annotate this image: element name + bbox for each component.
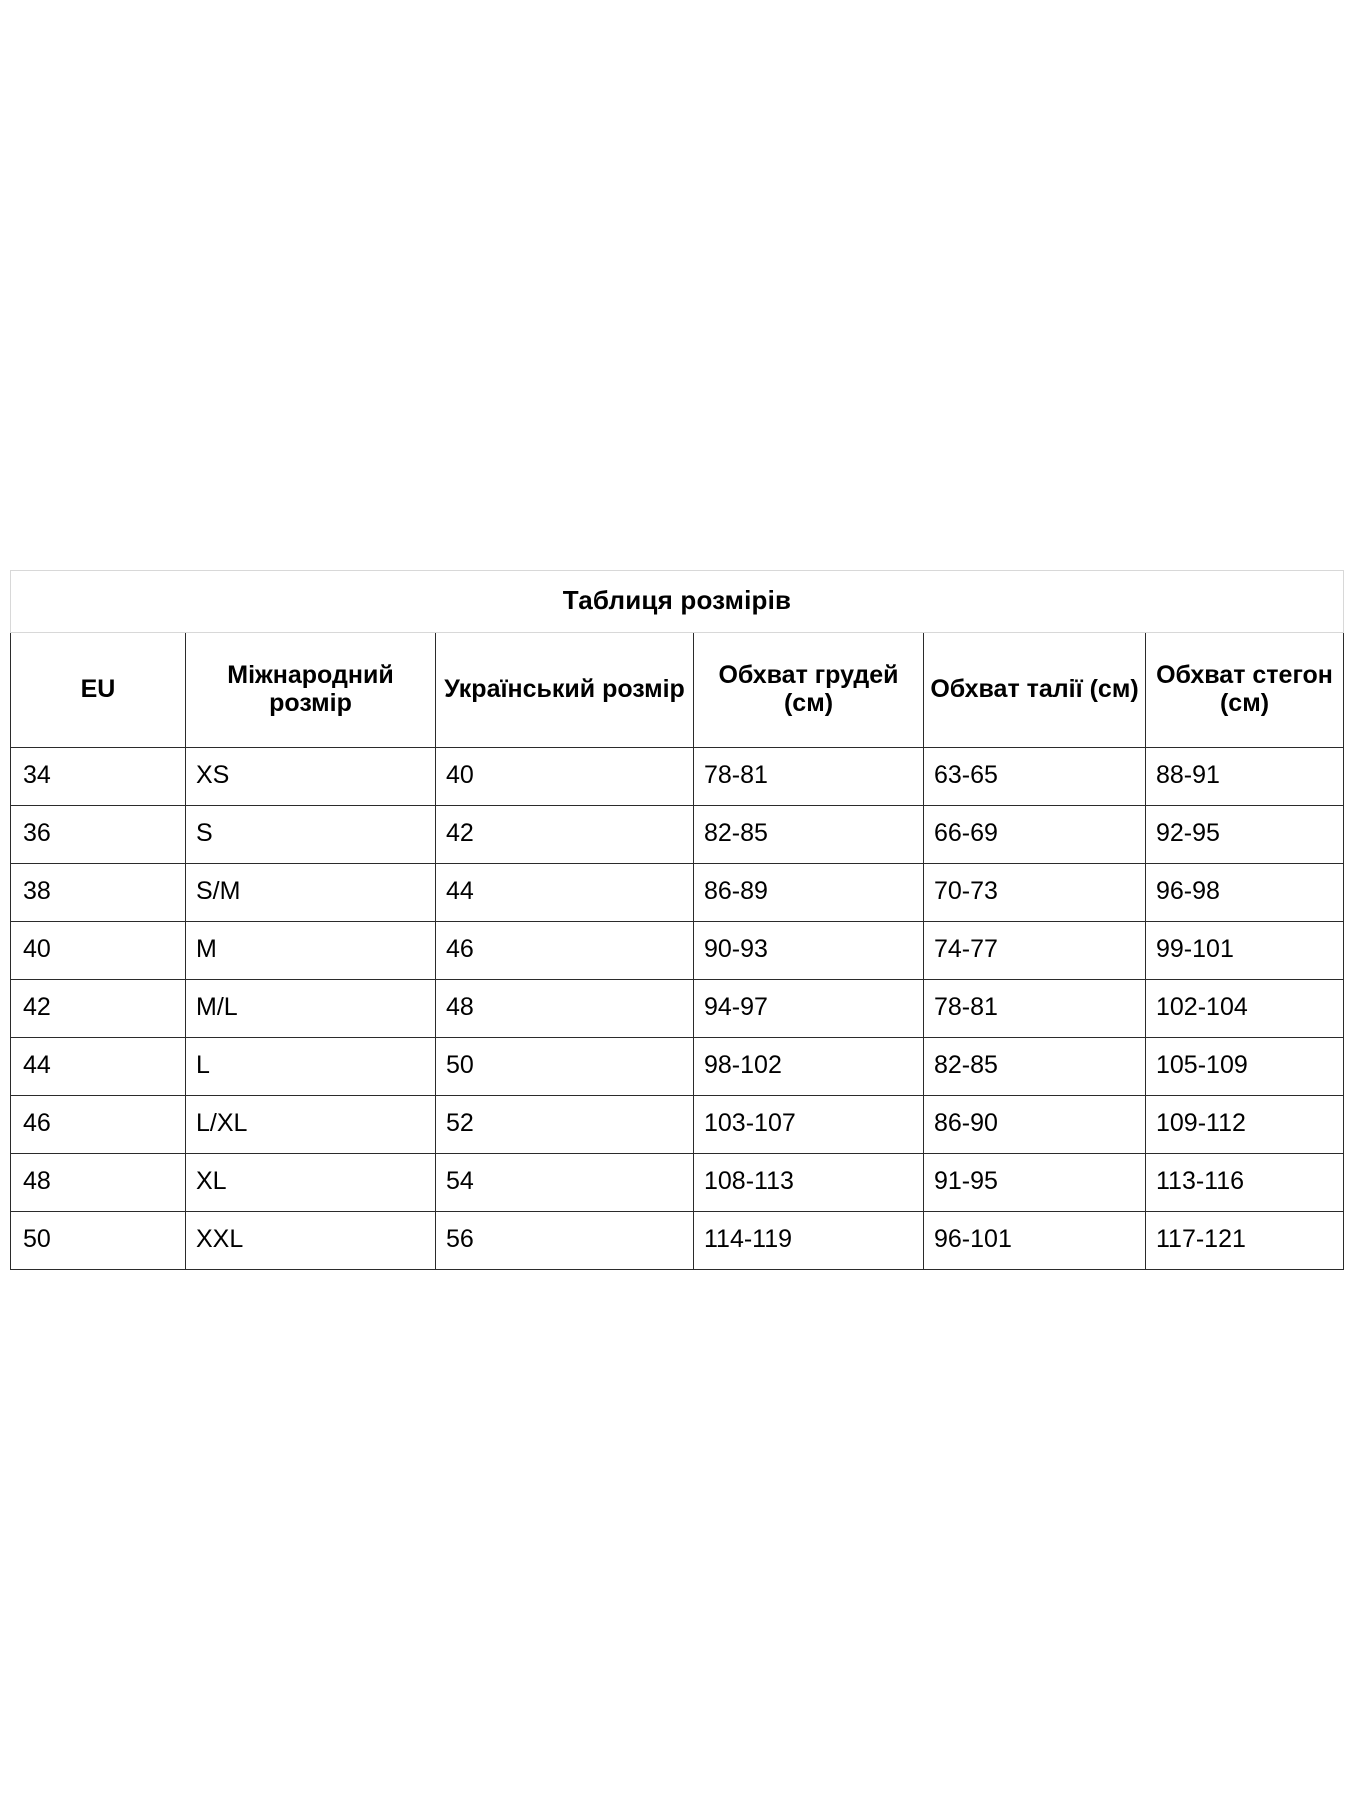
- cell-eu: 46: [11, 1096, 186, 1154]
- cell-ukrainian-size: 40: [436, 748, 694, 806]
- cell-chest: 103-107: [694, 1096, 924, 1154]
- cell-hips: 99-101: [1146, 922, 1344, 980]
- table-row: [11, 1038, 1344, 1096]
- cell-hips: 92-95: [1146, 806, 1344, 864]
- cell-chest: 114-119: [694, 1212, 924, 1270]
- cell-waist: 82-85: [924, 1038, 1146, 1096]
- table-row: [11, 806, 1344, 864]
- table-row: [11, 864, 1344, 922]
- cell-hips: 105-109: [1146, 1038, 1344, 1096]
- cell-hips: 102-104: [1146, 980, 1344, 1038]
- cell-eu: 42: [11, 980, 186, 1038]
- cell-waist: 63-65: [924, 748, 1146, 806]
- cell-chest: 94-97: [694, 980, 924, 1038]
- table-caption: Таблиця розмірів: [11, 571, 1344, 633]
- table-row: [11, 1212, 1344, 1270]
- column-header-waist: Обхват талії (см): [924, 633, 1146, 748]
- cell-international-size: XXL: [186, 1212, 436, 1270]
- table-header: [11, 571, 1344, 748]
- table-row: [11, 1154, 1344, 1212]
- cell-eu: 44: [11, 1038, 186, 1096]
- column-header-hips: Обхват стегон (см): [1146, 633, 1344, 748]
- cell-eu: 40: [11, 922, 186, 980]
- cell-international-size: S/M: [186, 864, 436, 922]
- cell-chest: 90-93: [694, 922, 924, 980]
- size-chart-container: [10, 570, 1345, 1270]
- table-caption-row: [11, 571, 1344, 633]
- table-row: [11, 922, 1344, 980]
- cell-chest: 98-102: [694, 1038, 924, 1096]
- cell-waist: 78-81: [924, 980, 1146, 1038]
- cell-waist: 96-101: [924, 1212, 1146, 1270]
- cell-ukrainian-size: 44: [436, 864, 694, 922]
- cell-international-size: XS: [186, 748, 436, 806]
- table-row: [11, 1096, 1344, 1154]
- size-chart-table: [10, 570, 1344, 1270]
- cell-international-size: S: [186, 806, 436, 864]
- table-body: [11, 748, 1344, 1270]
- cell-waist: 66-69: [924, 806, 1146, 864]
- column-header-international-size: Міжнародний розмір: [186, 633, 436, 748]
- column-header-ukrainian-size: Український розмір: [436, 633, 694, 748]
- column-header-eu: EU: [11, 633, 186, 748]
- cell-chest: 86-89: [694, 864, 924, 922]
- cell-hips: 113-116: [1146, 1154, 1344, 1212]
- table-row: [11, 748, 1344, 806]
- cell-chest: 108-113: [694, 1154, 924, 1212]
- cell-ukrainian-size: 52: [436, 1096, 694, 1154]
- cell-ukrainian-size: 56: [436, 1212, 694, 1270]
- cell-international-size: M/L: [186, 980, 436, 1038]
- cell-ukrainian-size: 48: [436, 980, 694, 1038]
- cell-ukrainian-size: 42: [436, 806, 694, 864]
- cell-international-size: XL: [186, 1154, 436, 1212]
- table-row: [11, 980, 1344, 1038]
- cell-eu: 50: [11, 1212, 186, 1270]
- cell-ukrainian-size: 50: [436, 1038, 694, 1096]
- cell-chest: 82-85: [694, 806, 924, 864]
- cell-eu: 48: [11, 1154, 186, 1212]
- cell-ukrainian-size: 46: [436, 922, 694, 980]
- table-column-headers: [11, 633, 1344, 748]
- cell-eu: 38: [11, 864, 186, 922]
- cell-waist: 91-95: [924, 1154, 1146, 1212]
- cell-hips: 96-98: [1146, 864, 1344, 922]
- cell-international-size: L/XL: [186, 1096, 436, 1154]
- cell-waist: 74-77: [924, 922, 1146, 980]
- cell-eu: 34: [11, 748, 186, 806]
- cell-waist: 70-73: [924, 864, 1146, 922]
- cell-ukrainian-size: 54: [436, 1154, 694, 1212]
- cell-hips: 109-112: [1146, 1096, 1344, 1154]
- column-header-chest: Обхват грудей (см): [694, 633, 924, 748]
- cell-international-size: L: [186, 1038, 436, 1096]
- cell-eu: 36: [11, 806, 186, 864]
- cell-hips: 88-91: [1146, 748, 1344, 806]
- cell-hips: 117-121: [1146, 1212, 1344, 1270]
- cell-chest: 78-81: [694, 748, 924, 806]
- cell-international-size: M: [186, 922, 436, 980]
- cell-waist: 86-90: [924, 1096, 1146, 1154]
